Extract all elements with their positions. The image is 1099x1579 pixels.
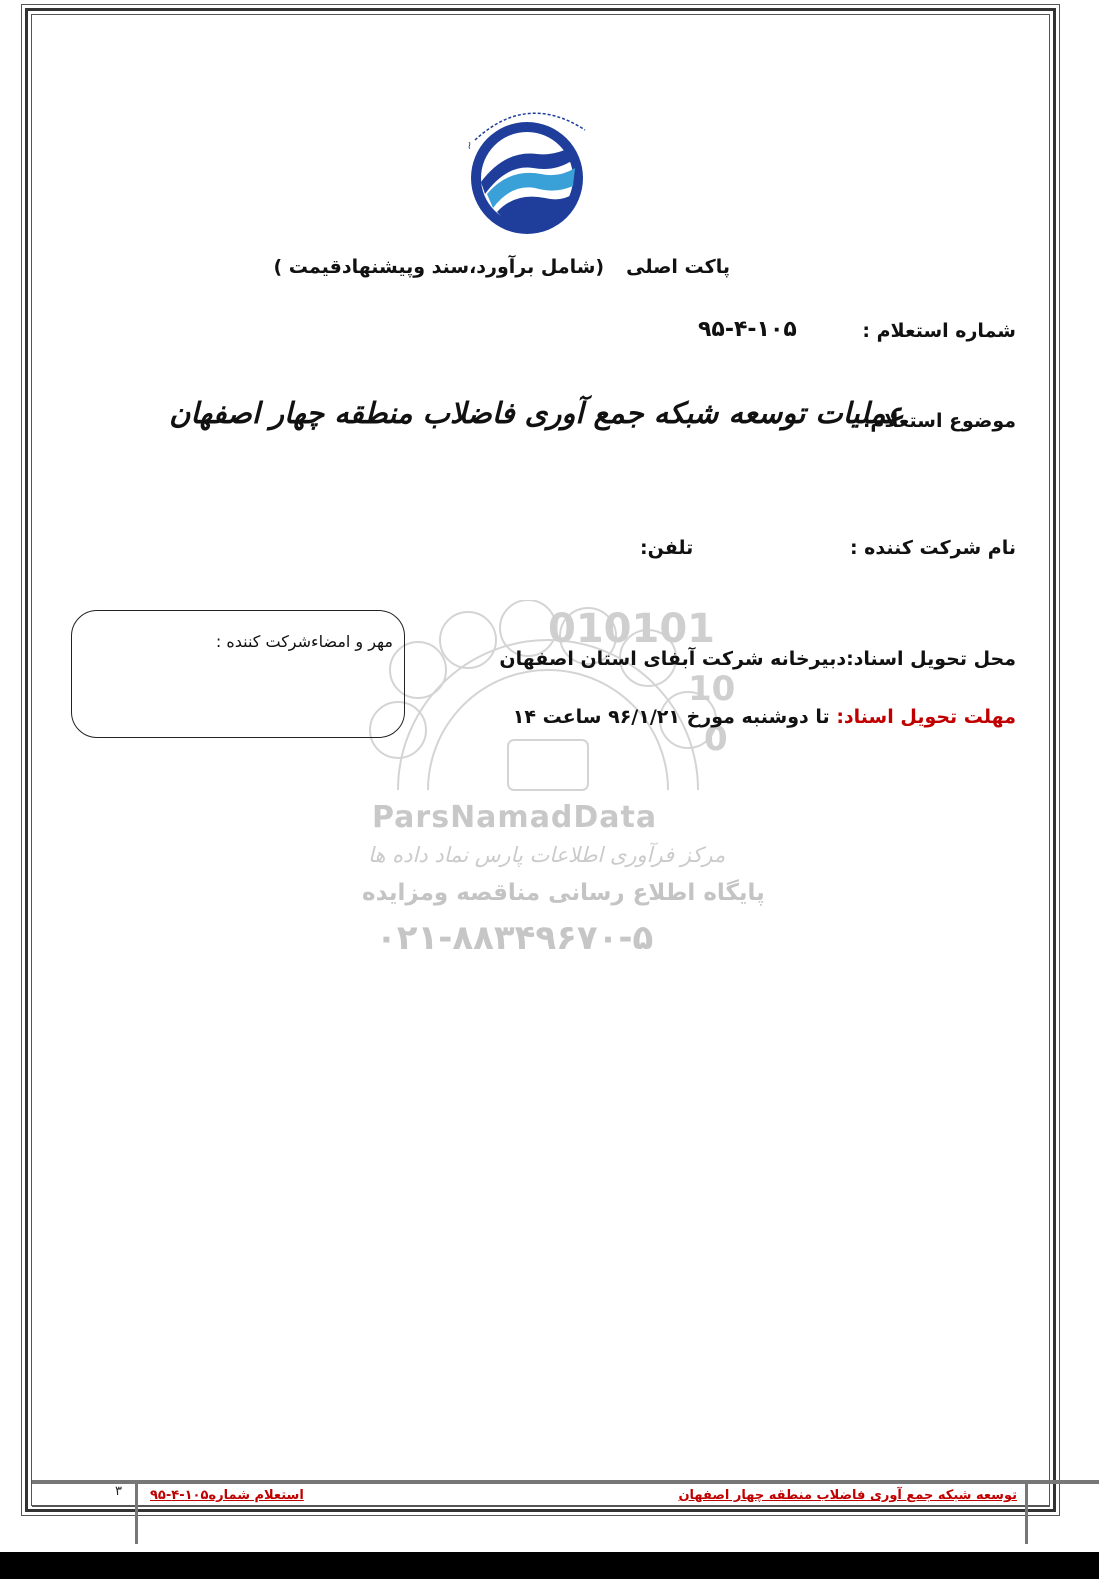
svg-text:~: ~ — [462, 140, 476, 151]
deadline-value: تا دوشنبه مورخ ۹۶/۱/۲۱ ساعت ۱۴ — [512, 706, 830, 728]
inquiry-number-value: ۹۵-۴-۱۰۵ — [698, 317, 797, 342]
footer-rule — [32, 1480, 1099, 1484]
company-name-label: نام شرکت کننده : — [849, 537, 1016, 559]
footer-project-title: توسعه شبکه جمع آوری فاضلاب منطقه چهار اصفهان — [678, 1488, 1017, 1503]
signature-label: مهر و امضاءشرکت کننده : — [215, 632, 393, 651]
signature-box — [71, 610, 405, 738]
footer-divider-right — [1025, 1484, 1028, 1544]
watermark-brand: ParsNamadData — [372, 800, 658, 835]
footer-rule-lower — [32, 1505, 1050, 1507]
deadline-label: مهلت تحویل اسناد: — [836, 706, 1016, 728]
page-number: ۳ — [115, 1484, 122, 1499]
footer-inquiry-number: استعلام شماره۱۰۵-۴-۹۵ — [150, 1488, 304, 1503]
watermark-line-1: مرکز فرآوری اطلاعات پارس نماد داده ها — [368, 843, 726, 867]
inquiry-subject-label: موضوع استعلام: — [862, 410, 1016, 432]
package-title-paren: (شامل برآورد،سند وپیشنهادقیمت ) — [273, 256, 605, 278]
package-title — [273, 256, 730, 278]
package-title-main: پاکت اصلی — [626, 256, 730, 278]
footer-divider-left — [135, 1484, 138, 1544]
inquiry-subject-value: عملیات توسعه شبکه جمع آوری فاضلاب منطقه چهار اصفهان — [169, 396, 904, 430]
bottom-black-bar — [0, 1552, 1099, 1579]
phone-label: تلفن: — [640, 537, 694, 559]
svg-text:0: 0 — [704, 719, 728, 759]
delivery-place: محل تحویل اسناد:دبیرخانه شرکت آبفای استان اصفهان — [499, 648, 1016, 670]
water-wastewater-company-logo-icon — [445, 90, 610, 240]
inquiry-number-label: شماره استعلام : — [862, 320, 1016, 342]
watermark-phone: ۰۲۱-۸۸۳۴۹۶۷۰-۵ — [376, 918, 654, 958]
watermark-digits: 010101 — [548, 606, 715, 652]
svg-text:10: 10 — [688, 669, 736, 709]
delivery-deadline — [513, 706, 1016, 728]
watermark-line-2: پایگاه اطلاع رسانی مناقصه ومزایده — [362, 880, 765, 906]
